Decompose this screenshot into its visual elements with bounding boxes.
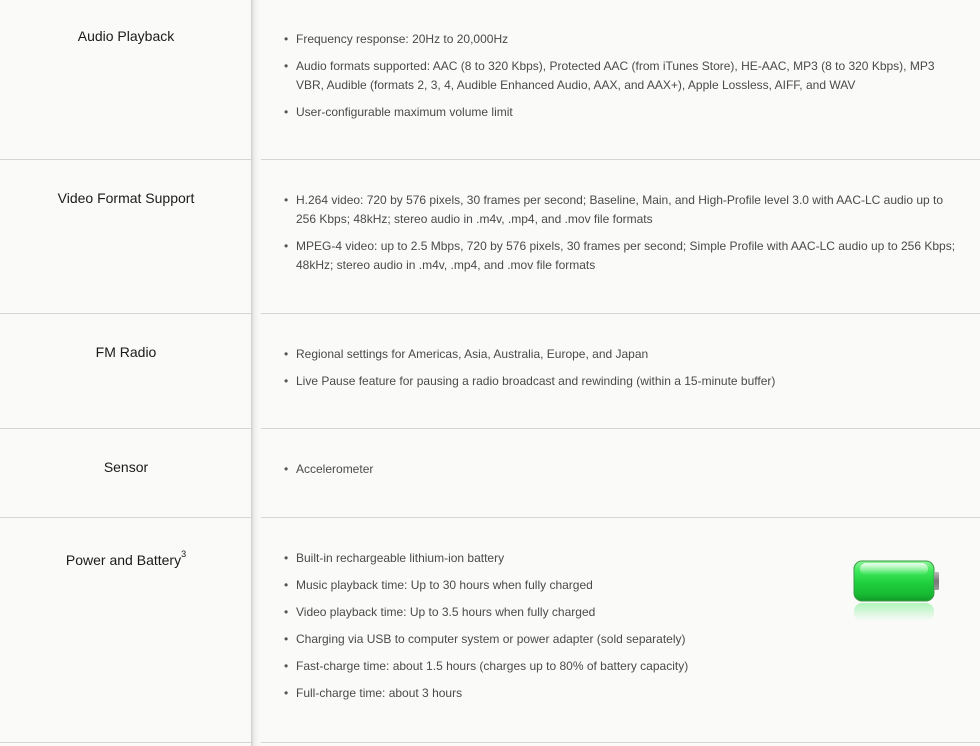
bullet-icon: • [284, 632, 289, 646]
spec-bullet-item: • User-configurable maximum volume limit [284, 103, 964, 122]
battery-graphic [850, 558, 942, 624]
spec-label [0, 429, 252, 517]
spec-label-text: Audio Playback [77, 28, 175, 44]
bullet-icon: • [284, 578, 289, 592]
bullet-icon: • [284, 239, 289, 253]
spec-details [284, 460, 964, 487]
spec-bullet-item: • Fast-charge time: about 1.5 hours (charges up to 80% of battery capacity) [284, 657, 964, 676]
spec-details [284, 191, 964, 283]
spec-row-sensor [0, 429, 980, 518]
spec-row-power-and-battery [0, 518, 980, 743]
spec-row-video-format-support [0, 160, 980, 314]
footnote-marker[interactable]: 3 [181, 549, 187, 560]
spec-bullet-item: • Regional settings for Americas, Asia, Australia, Europe, and Japan [284, 345, 964, 364]
spec-bullet-item: • Video playback time: Up to 3.5 hours when fully charged [284, 603, 964, 622]
spec-details [284, 345, 964, 399]
bullet-icon: • [284, 32, 289, 46]
spec-label-text: Power and Battery$^3$ [65, 549, 187, 568]
spec-label [0, 160, 252, 313]
spec-bullet-item: • Music playback time: Up to 30 hours when fully charged [284, 576, 964, 595]
spec-bullet-item: • Frequency response: 20Hz to 20,000Hz [284, 30, 964, 49]
bullet-icon: • [284, 462, 289, 476]
spec-bullet-item: • Audio formats supported: AAC (8 to 320 Kbps), Protected AAC (from iTunes Store), HE-AAC, MP3 (8 to 320 Kbps), MP3 VBR, Audible (formats 2, 3, 4, Audible Enhanced Audio, AAX, and AAX+), Apple Lossless, AIFF, and WAV [284, 59, 935, 92]
spec-bullet-item: • Live Pause feature for pausing a radio broadcast and rewinding (within a 15-minute buffer) [284, 372, 964, 391]
bullet-icon: • [284, 551, 289, 565]
spec-bullet-item: • Full-charge time: about 3 hours [284, 684, 964, 703]
spec-details [284, 30, 964, 130]
spec-label [0, 314, 252, 428]
battery-full-icon [850, 558, 942, 624]
spec-label-text: Video Format Support [57, 190, 195, 206]
spec-label [0, 0, 252, 159]
bullet-icon: • [284, 605, 289, 619]
spec-bullet-item: • MPEG-4 video: up to 2.5 Mbps, 720 by 576 pixels, 30 frames per second; Simple Profile with AAC-LC audio up to 256 Kbps; 48kHz; stereo audio in .m4v, .mp4, and .mov file formats [284, 239, 956, 272]
bullet-icon: • [284, 374, 289, 388]
spec-label-text: FM Radio [95, 344, 157, 360]
bullet-icon: • [284, 347, 289, 361]
spec-bullet-item: • H.264 video: 720 by 576 pixels, 30 frames per second; Baseline, Main, and High-Profile level 3.0 with AAC-LC audio up to 256 Kbps; 48kHz; stereo audio in .m4v, .mp4, and .mov file formats [284, 193, 944, 226]
bullet-icon: • [284, 686, 289, 700]
spec-label [0, 518, 252, 742]
bullet-icon: • [284, 59, 289, 73]
spec-row-audio-playback [0, 0, 980, 160]
spec-label-text: Sensor [103, 459, 149, 475]
bullet-icon: • [284, 659, 289, 673]
bullet-icon: • [284, 105, 289, 119]
spec-row-fm-radio [0, 314, 980, 429]
spec-bullet-item: • Accelerometer [284, 460, 964, 479]
spec-bullet-item: • Built-in rechargeable lithium-ion battery [284, 549, 964, 568]
bullet-icon: • [284, 193, 289, 207]
spec-bullet-item: • Charging via USB to computer system or power adapter (sold separately) [284, 630, 964, 649]
